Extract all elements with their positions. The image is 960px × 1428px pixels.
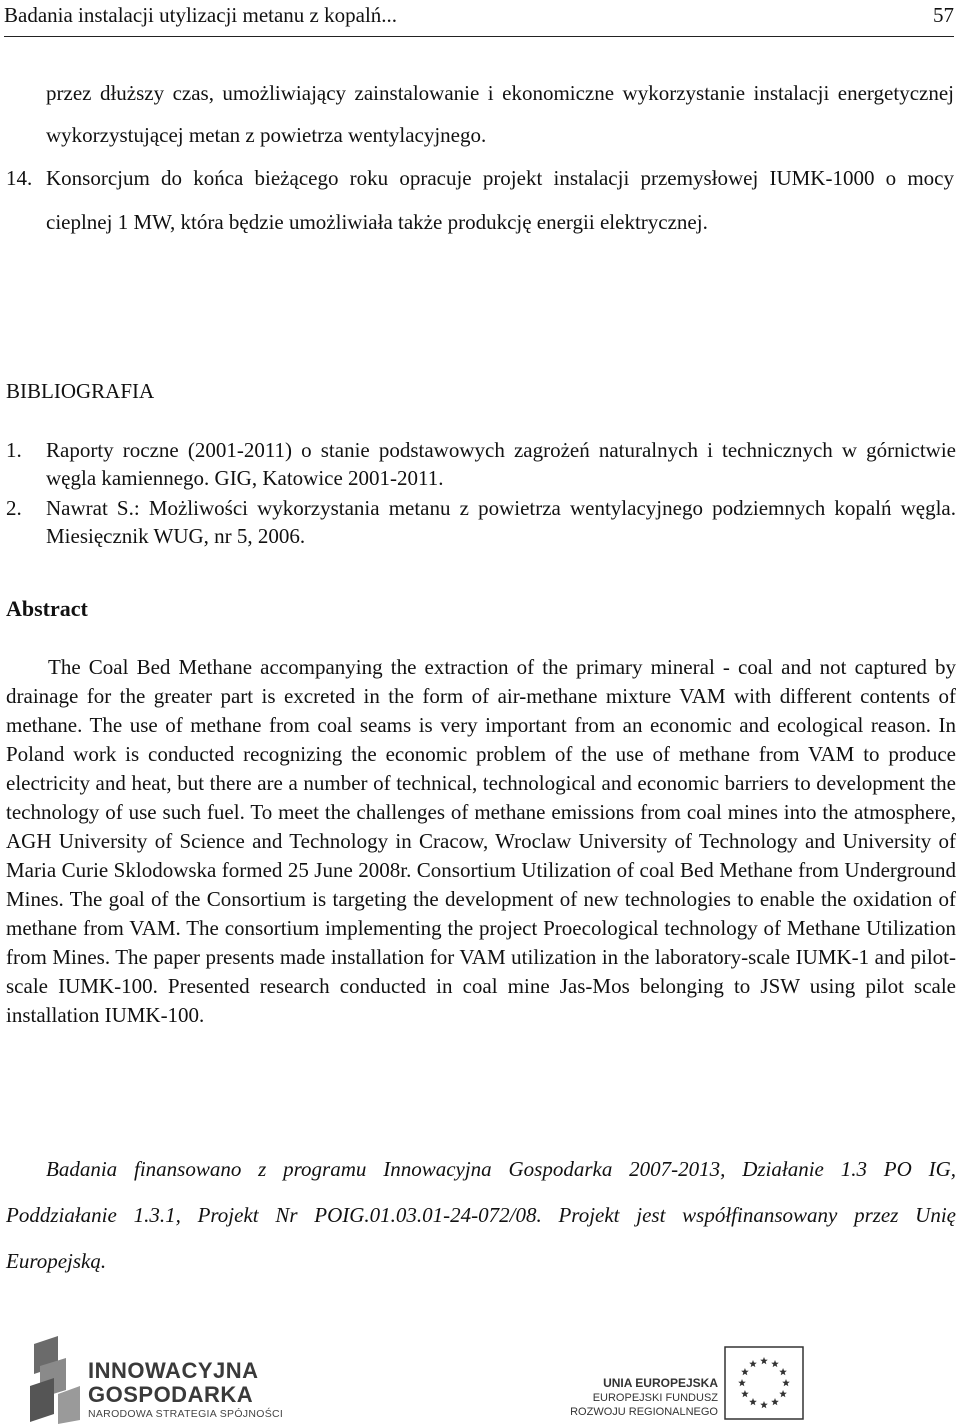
eu-flag-icon [724,1346,804,1420]
logo-text-line: GOSPODARKA [88,1382,254,1407]
logo-text-line: ROZWOJU REGIONALNEGO [570,1406,718,1418]
funding-note: Badania finansowano z programu Innowacyjna Gospodarka 2007-2013, Działanie 1.3 PO IG, Poddziałanie 1.3.1, Projekt Nr POIG.01.03.01-24-072/08. Projekt jest współfinansowany przez Unię Europejską. [6,1157,956,1273]
bibliography-entry [6,436,956,492]
abstract-heading: Abstract [6,596,88,621]
eu-logo [570,1346,804,1422]
bibliography-entry-number: 1. [6,438,22,462]
page-number: 57 [933,3,954,27]
list-item-14 [6,156,954,244]
bibliography-entry-number: 2. [6,496,22,520]
logo-text-line: UNIA EUROPEJSKA [603,1376,718,1390]
running-header [4,0,954,37]
innowacyjna-gospodarka-logo [28,1336,288,1426]
list-item-text: Konsorcjum do końca bieżącego roku opracuje projekt instalacji przemysłowej IUMK-1000 o mocy cieplnej 1 MW, która będzie umożliwiała także produkcję energii elektrycznej. [46,166,954,234]
logo-text-line: EUROPEJSKI FUNDUSZ [592,1392,718,1404]
innowacyjna-gospodarka-emblem-icon [28,1336,84,1424]
logo-text-line: NARODOWA STRATEGIA SPÓJNOŚCI [88,1408,284,1420]
bibliography-entry-text: Raporty roczne (2001-2011) o stanie podstawowych zagrożeń naturalnych i technicznych w górnictwie węgla kamiennego. GIG, Katowice 2001-2011. [46,438,956,490]
logo-text-line: INNOWACYJNA [88,1358,259,1383]
abstract-body: The Coal Bed Methane accompanying the extraction of the primary mineral - coal and not captured by drainage for the greater part is excreted in the form of air-methane mixture VAM with different contents of methane. The use of methane from coal seams is very important from an economic and ecological reason. In Poland work is conducted recognizing the economic problem of the use of methane from VAM to produce electricity and heat, but there are a number of technical, technological and economic barriers to development the technology of use such fuel. To meet the challenges of methane emissions from coal mines into the atmosphere, AGH University of Science and Technology in Cracow, Wroclaw University of Technology and University of Maria Curie Sklodowska formed 25 June 2008r. Consortium Utilization of coal Bed Methane from Underground Mines. The goal of the Consortium is targeting the development of new technologies to enable the oxidation of methane from VAM. The consortium implementing the project Proecological technology of Methane Utilization from Mines. The paper presents made installation for VAM utilization in the laboratory-scale IUMK-1 and pilot-scale IUMK-100. Presented research conducted in coal mine Jas-Mos belonging to JSW using pilot scale installation IUMK-100. [6,655,956,1027]
running-title: Badania instalacji utylizacji metanu z kopalń... [4,3,398,27]
bibliography-heading: BIBLIOGRAFIA [6,379,155,403]
continuation-paragraph: przez dłuższy czas, umożliwiający zainstalowanie i ekonomiczne wykorzystanie instalacji energetycznej wykorzystującej metan z powietrza wentylacyjnego. [46,81,954,147]
bibliography-entry-text: Nawrat S.: Możliwości wykorzystania metanu z powietrza wentylacyjnego podziemnych kopalń węgla. Miesięcznik WUG, nr 5, 2006. [46,496,956,548]
bibliography-entry [6,494,956,550]
list-item-number: 14. [6,166,33,190]
